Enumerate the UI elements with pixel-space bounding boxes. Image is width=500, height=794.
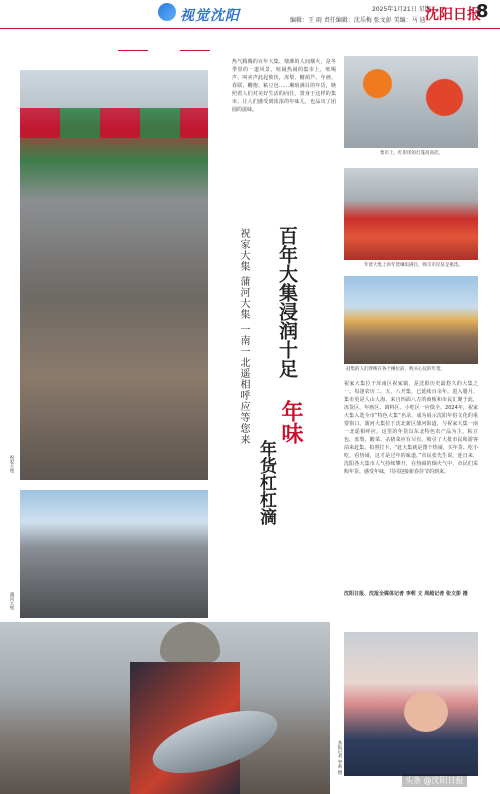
child-photo — [344, 632, 478, 776]
goods-photo — [344, 168, 478, 260]
ornament-divider — [118, 50, 148, 57]
watermark: 头条 @沈阳日报 — [402, 774, 467, 787]
issue-date: 2025年1月21日 星期二 — [372, 6, 437, 13]
editor-credits: 编辑：王 雨 责任编辑：沈乐梅 张文彭 美编：马 迪 — [290, 17, 426, 24]
vendor-fish-photo — [0, 622, 330, 794]
caption-vendor: 本报记者 李莉 摄 — [337, 740, 342, 775]
caption-puhe: 蒲河大集 — [9, 592, 14, 610]
caption-lanterns: 集市上，红彤彤的灯笼高高挂。 — [380, 151, 443, 156]
intro-paragraph: 热气腾腾的百年大集、鼎沸的人间烟火，是冬季里的一道风景。喧闹热闹的集市上，吆喝声、叫卖声此起彼伏，冻梨、糖葫芦、年画、春联、鞭炮、粘豆包……琳琅满目的年货，映照着人们对美好生活的向往。置身于这样的集市，让人们感受到浓浓的年味儿，也品出了团圆的滋味。 — [232, 59, 336, 113]
caption-crowd: 赶集的人们穿梭在各个摊位前，购买心仪的年货。 — [346, 367, 445, 372]
section-logo-icon — [158, 3, 176, 21]
caption-zhujia: 祝家大集 — [9, 455, 14, 473]
market-photo-puhe — [20, 490, 208, 618]
article-body: 祝家大集位于浑南区祝家镇，是沈阳历史最悠久的大集之一。每逢农历二、五、八开集，已延续百余年。进入腊月，集市更是人山人海，来自四面八方的商贩和市民汇聚于此，冻货区、年画区、调料区、小吃区一应俱全。2024年，祝家大集入选全市“特色大集”名录，成为展示沈阳年俗文化的重要窗口。蒲河大集位于沈北新区蒲河街道，与祝家大集一南一北遥相呼应。这里的年货以东北特色农产品为主，粘豆包、冻梨、酸菜、杀猪菜应有尽有，吸引了大批市民和游客前来赶集、拍照打卡。“赶大集就是图个热闹，买年货、吃小吃、看热闹，这才是过年的味道。”市民张先生说。连日来，沈阳各大集市人气持续攀升，在热闹的烟火气中，市民们采购年货、感受年味，共同迎接新春佳节的到来。 — [344, 381, 478, 475]
subheadline: 祝家大集 蒲河大集 一南一北遥相呼应等您来 — [238, 228, 249, 446]
headline-line2: 年货杠杠滴 — [256, 440, 276, 525]
caption-goods: 年货大集上的年货琳琅满目，吸引市民驻足挑选。 — [364, 263, 463, 268]
ornament-divider — [180, 50, 210, 57]
section-title: 视觉沈阳 — [180, 8, 240, 24]
crowd-photo — [344, 276, 478, 364]
headline-highlight: 年味 — [278, 400, 304, 444]
newspaper-brand: 沈阳日报 — [425, 7, 481, 23]
page-number: 8 — [476, 1, 489, 22]
lantern-photo — [344, 56, 478, 148]
byline: 沈阳日报、沈报全媒体记者 李莉 文 周超记者 张文彭 摄 — [344, 591, 468, 597]
headline-line1: 百年大集浸润十足 — [276, 226, 298, 378]
market-photo-zhujia — [20, 70, 208, 480]
